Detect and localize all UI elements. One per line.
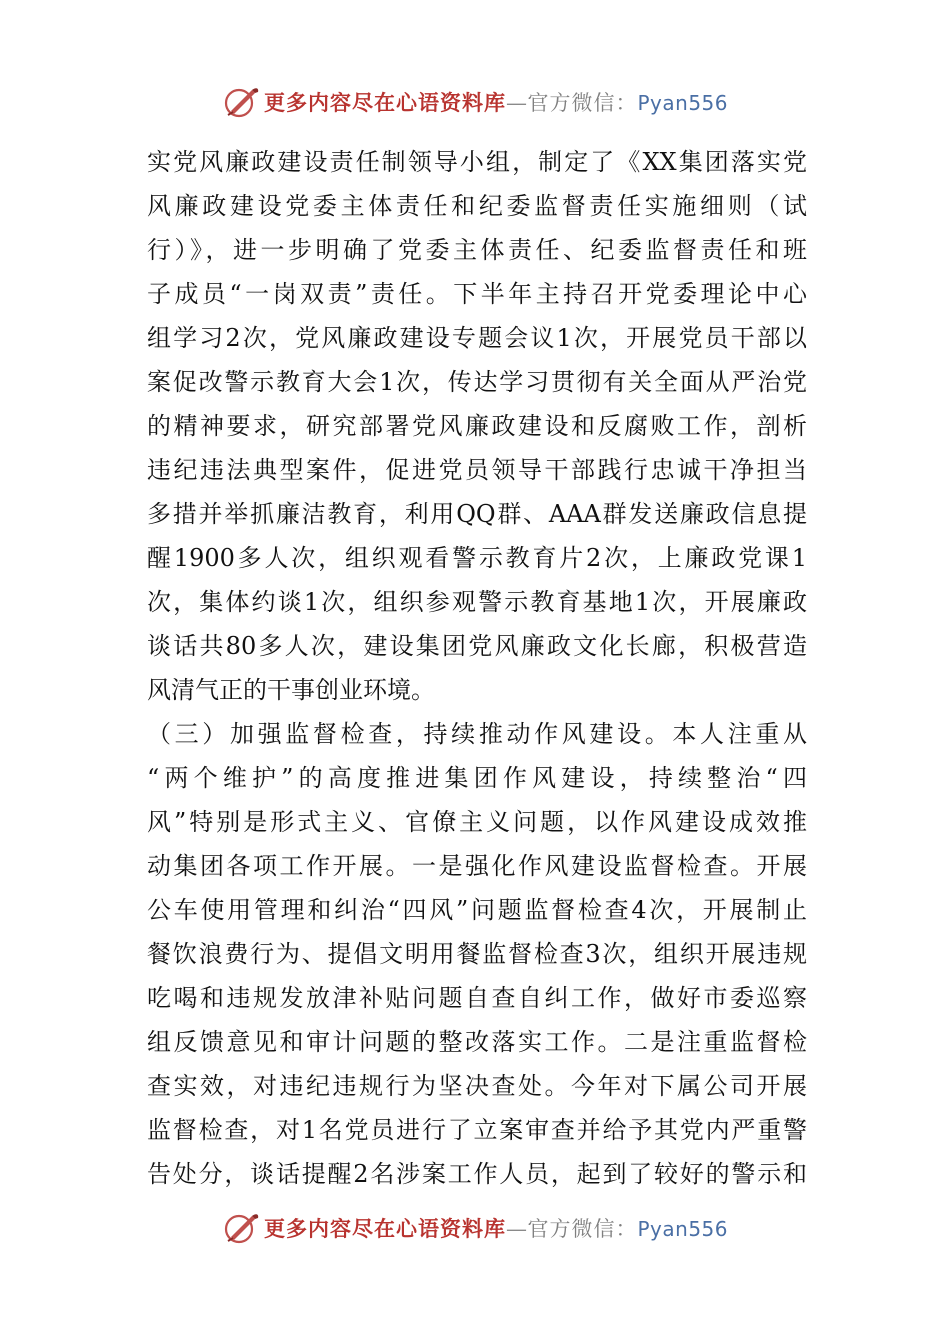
body-line: 餐饮浪费行为、提倡文明用餐监督检查3次，组织开展违规: [147, 940, 807, 968]
body-line: 吃喝和违规发放津补贴问题自查自纠工作，做好市委巡察: [147, 984, 807, 1012]
body-line: 组学习2次，党风廉政建设专题会议1次，开展党员干部以: [147, 324, 807, 352]
watermark-brand: 更多内容尽在心语资料库: [263, 1216, 506, 1241]
body-line: 风”特别是形式主义、官僚主义问题，以作风建设成效推: [147, 808, 807, 836]
body-line: 谈话共80多人次，建设集团党风廉政文化长廊，积极营造: [147, 632, 807, 660]
body-line: 动集团各项工作开展。一是强化作风建设监督检查。开展: [147, 852, 807, 880]
body-line: 次，集体约谈1次，组织参观警示教育基地1次，开展廉政: [147, 588, 807, 616]
body-line: 公车使用管理和纠治“四风”问题监督检查4次，开展制止: [147, 896, 807, 924]
document-body: [147, 140, 807, 1196]
quill-logo-icon: [222, 1210, 260, 1246]
body-line: 监督检查，对1名党员进行了立案审查并给予其党内严重警: [147, 1116, 807, 1144]
body-line: 案促改警示教育大会1次，传达学习贯彻有关全面从严治党: [147, 368, 807, 396]
watermark-text: [264, 87, 728, 117]
body-line: 行）》，进一步明确了党委主体责任、纪委监督责任和班: [147, 236, 807, 264]
body-line: 实党风廉政建设责任制领导小组，制定了《XX集团落实党: [147, 148, 807, 176]
body-line: 多措并举抓廉洁教育，利用QQ群、AAA群发送廉政信息提: [147, 500, 807, 528]
body-line: 告处分，谈话提醒2名涉案工作人员，起到了较好的警示和: [147, 1160, 807, 1188]
body-line: 组反馈意见和审计问题的整改落实工作。二是注重监督检: [147, 1028, 807, 1056]
body-line: “两个维护”的高度推进集团作风建设，持续整治“四: [147, 764, 807, 792]
section-heading-line: （三）加强监督检查，持续推动作风建设。本人注重从: [147, 720, 807, 748]
body-line: 醒1900多人次，组织观看警示教育片2次，上廉政党课1: [147, 544, 807, 572]
header-watermark: [0, 82, 950, 122]
watermark-dash: —: [505, 1217, 528, 1241]
body-line: 违纪违法典型案件，促进党员领导干部践行忠诚干净担当: [147, 456, 807, 484]
watermark-wechat-id: Pyan556: [637, 1217, 728, 1241]
watermark-official: 官方微信：: [527, 91, 638, 115]
body-line: 风清气正的干事创业环境。: [147, 676, 435, 704]
watermark-official: 官方微信：: [527, 1217, 638, 1241]
body-line: 子成员“一岗双责”责任。下半年主持召开党委理论中心: [147, 280, 807, 308]
watermark-wechat-id: Pyan556: [637, 91, 728, 115]
body-line: 风廉政建设党委主体责任和纪委监督责任实施细则（试: [147, 192, 807, 220]
watermark-brand: 更多内容尽在心语资料库: [263, 90, 506, 115]
watermark-text: [264, 1213, 728, 1243]
body-line: 的精神要求，研究部署党风廉政建设和反腐败工作，剖析: [147, 412, 807, 440]
body-line: 查实效，对违纪违规行为坚决查处。今年对下属公司开展: [147, 1072, 807, 1100]
watermark-dash: —: [505, 91, 528, 115]
footer-watermark: [0, 1208, 950, 1248]
quill-logo-icon: [222, 84, 260, 120]
